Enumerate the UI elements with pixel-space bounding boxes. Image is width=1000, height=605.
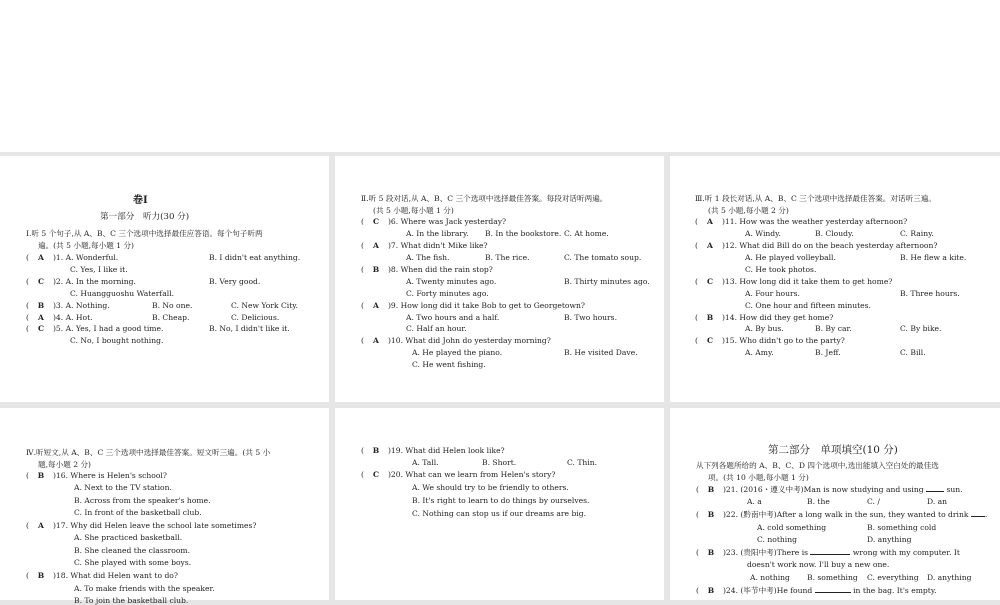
- question-4: ( A )4. A. Hot.: [26, 313, 93, 322]
- option-a: A. By bus.: [745, 324, 784, 333]
- answer-key: A: [38, 521, 44, 530]
- option-b: B. Short.: [482, 458, 517, 467]
- option-b: B. In the bookstore.: [485, 229, 562, 238]
- question-text: )14. How did they get home?: [721, 313, 834, 322]
- part-title: 第二部分 单项填空(10 分): [768, 444, 898, 456]
- option-c: C. Bill.: [900, 348, 926, 357]
- question-21: ( B )21. (2016・遵义中考)Man is now studying and using sun.: [696, 485, 963, 494]
- question-stem: )22. (黔南中考)After a long walk in the sun, they wanted to drink: [722, 510, 969, 519]
- answer-key: B: [706, 313, 714, 322]
- section-instruction-cont: (共 5 小题,每小题 1 分): [373, 206, 454, 215]
- option-a: A. Windy.: [745, 229, 781, 238]
- option-c: C. Yes, I like it.: [70, 265, 128, 274]
- blank-page-area: [0, 0, 1000, 152]
- option-c: C. Half an hour.: [406, 324, 467, 333]
- option-b: B. Three hours.: [900, 289, 960, 298]
- option-b: B. Cloudy.: [815, 229, 854, 238]
- answer-blank: [810, 554, 850, 555]
- option-d: D. anything: [867, 535, 912, 544]
- answer-blank: [926, 491, 944, 492]
- option-a: A. In the library.: [406, 229, 469, 238]
- question-stem: )21. (2016・遵义中考)Man is now studying and using: [722, 485, 924, 494]
- question-1: ( A )1. A. Wonderful.: [26, 253, 119, 262]
- question-24: ( B )24. (毕节中考)He found in the bag. It's empty.: [696, 586, 937, 595]
- section-instruction-cont: (共 5 小题,每小题 2 分): [708, 206, 789, 215]
- option-a: A. He played the piano.: [412, 348, 503, 357]
- option-b: B. No, I didn't like it.: [209, 324, 290, 333]
- option-c: C. everything: [867, 573, 919, 582]
- answer-key: B: [707, 548, 715, 557]
- question-stem-line2: doesn't work now. I'll buy a new one.: [747, 560, 890, 569]
- panel-listening-part4: [0, 408, 329, 605]
- section-instruction: 从下列各题所给的 A、B、C、D 四个选项中,选出能填入空白处的最佳选: [696, 461, 939, 470]
- answer-key: A: [38, 253, 44, 262]
- answer-key: A: [707, 241, 713, 250]
- question-text: )10. What did John do yesterday morning?: [387, 336, 551, 345]
- question-text: )5. A. Yes, I had a good time.: [52, 324, 164, 333]
- option-b: B. Cheap.: [152, 313, 190, 322]
- section-instruction: Ⅳ.听短文,从 A、B、C 三个选项中选择最佳答案。短文听三遍。(共 5 小: [26, 448, 271, 457]
- panel-single-choice: [670, 408, 1000, 600]
- question-22: ( B )22. (黔南中考)After a long walk in the sun, they wanted to drink .: [696, 510, 988, 519]
- answer-key: B: [707, 510, 715, 519]
- question-15: ( C )15. Who didn't go to the party?: [695, 336, 845, 345]
- answer-key: A: [373, 301, 379, 310]
- option-d: D. anything: [927, 573, 972, 582]
- question-text: )3. A. Nothing.: [52, 301, 110, 310]
- option-c: C. Huangguoshu Waterfall.: [70, 289, 175, 298]
- question-13: ( C )13. How long did it take them to get home?: [695, 277, 893, 286]
- question-5: ( C )5. A. Yes, I had a good time.: [26, 324, 164, 333]
- panel-listening-part2: [335, 156, 664, 402]
- question-text: )16. Where is Helen's school?: [52, 471, 167, 480]
- option-c: C. Delicious.: [231, 313, 280, 322]
- option-c: C. Nothing can stop us if our dreams are big.: [412, 509, 587, 518]
- answer-key: A: [38, 313, 44, 322]
- panel-listening-part4-cont: [335, 408, 664, 600]
- option-c: C. /: [867, 497, 880, 506]
- question-7: ( A )7. What didn't Mike like?: [361, 241, 488, 250]
- option-c: C. At home.: [564, 229, 609, 238]
- answer-key: C: [372, 470, 379, 479]
- option-b: B. I didn't eat anything.: [209, 253, 301, 262]
- option-c: C. nothing: [757, 535, 797, 544]
- question-text: )9. How long did it take Bob to get to Georgetown?: [387, 301, 585, 310]
- option-b: B. Two hours.: [564, 313, 617, 322]
- question-text: )7. What didn't Mike like?: [387, 241, 488, 250]
- part-title: 第一部分 听力(30 分): [100, 212, 190, 222]
- option-b: B. By car.: [815, 324, 852, 333]
- answer-key: C: [372, 217, 379, 226]
- question-6: ( C )6. Where was Jack yesterday?: [361, 217, 507, 226]
- option-b: B. something cold: [867, 523, 937, 532]
- option-b: B. It's right to learn to do things by ourselves.: [412, 496, 590, 505]
- option-b: B. Very good.: [209, 277, 261, 286]
- answer-key: B: [37, 471, 45, 480]
- option-a: A. He played volleyball.: [745, 253, 836, 262]
- question-10: ( A )10. What did John do yesterday morning?: [361, 336, 551, 345]
- section-instruction: Ⅰ.听 5 个句子,从 A、B、C 三个选项中选择最佳应答语。每个句子听两: [26, 229, 263, 238]
- question-2: ( C )2. A. In the morning.: [26, 277, 136, 286]
- section-instruction: Ⅱ.听 5 段对话,从 A、B、C 三个选项中选择最佳答案。每段对话听两遍。: [361, 194, 608, 203]
- option-c: C. He took photos.: [745, 265, 817, 274]
- option-b: B. He flew a kite.: [900, 253, 967, 262]
- option-b: B. He visited Dave.: [564, 348, 638, 357]
- question-text: )13. How long did it take them to get home?: [721, 277, 893, 286]
- volume-title: 卷Ⅰ: [133, 195, 148, 206]
- option-c: C. She played with some boys.: [74, 558, 192, 567]
- question-19: ( B )19. What did Helen look like?: [361, 446, 505, 455]
- section-instruction: Ⅲ.听 1 段长对话,从 A、B、C 三个选项中选择最佳答案。对话听三遍。: [695, 194, 936, 203]
- panel-listening-part1: [0, 156, 329, 402]
- option-c: C. The tomato soup.: [564, 253, 642, 262]
- option-c: C. Rainy.: [900, 229, 934, 238]
- answer-key: B: [707, 586, 715, 595]
- option-c: C. In front of the basketball club.: [74, 508, 202, 517]
- question-text: )4. A. Hot.: [52, 313, 93, 322]
- option-c: C. Thin.: [567, 458, 598, 467]
- question-17: ( A )17. Why did Helen leave the school late sometimes?: [26, 521, 257, 530]
- option-a: A. Twenty minutes ago.: [406, 277, 497, 286]
- option-c: C. By bike.: [900, 324, 942, 333]
- option-b: B. To join the basketball club.: [74, 596, 189, 605]
- question-stem-end: wrong with my computer. It: [852, 548, 960, 557]
- answer-key: C: [706, 336, 713, 345]
- question-text: )8. When did the rain stop?: [387, 265, 493, 274]
- answer-key: C: [37, 324, 44, 333]
- option-c: C. Forty minutes ago.: [406, 289, 489, 298]
- question-stem: )23. (贵阳中考)There is: [722, 548, 809, 557]
- question-stem-end: .: [984, 510, 988, 519]
- option-b: B. the: [807, 497, 830, 506]
- question-23: ( B )23. (贵阳中考)There is wrong with my computer. It: [696, 548, 960, 557]
- option-b: B. The rice.: [485, 253, 530, 262]
- answer-blank: [815, 592, 851, 593]
- answer-blank: [971, 516, 985, 517]
- option-b: B. Thirty minutes ago.: [564, 277, 650, 286]
- option-b: B. Across from the speaker's home.: [74, 496, 211, 505]
- option-c: C. He went fishing.: [412, 360, 486, 369]
- answer-key: A: [707, 217, 713, 226]
- question-9: ( A )9. How long did it take Bob to get to Georgetown?: [361, 301, 585, 310]
- option-a: A. Next to the TV station.: [74, 483, 172, 492]
- answer-key: A: [373, 336, 379, 345]
- question-stem: )24. (毕节中考)He found: [722, 586, 813, 595]
- question-14: ( B )14. How did they get home?: [695, 313, 834, 322]
- option-c: C. New York City.: [231, 301, 298, 310]
- question-text: )15. Who didn't go to the party?: [721, 336, 845, 345]
- option-a: A. cold something: [757, 523, 827, 532]
- option-a: A. Tall.: [412, 458, 439, 467]
- question-text: )17. Why did Helen leave the school late sometimes?: [52, 521, 257, 530]
- answer-key: B: [37, 571, 45, 580]
- question-text: )11. How was the weather yesterday afternoon?: [721, 217, 908, 226]
- option-a: A. Two hours and a half.: [406, 313, 500, 322]
- option-b: B. No one.: [152, 301, 193, 310]
- question-3: ( B )3. A. Nothing.: [26, 301, 110, 310]
- option-a: A. Amy.: [745, 348, 774, 357]
- section-instruction-cont: 遍。(共 5 小题,每小题 1 分): [38, 241, 134, 250]
- answer-key: B: [372, 446, 380, 455]
- option-b: B. Jeff.: [815, 348, 841, 357]
- answer-key: B: [37, 301, 45, 310]
- option-b: B. She cleaned the classroom.: [74, 546, 191, 555]
- option-d: D. an: [927, 497, 948, 506]
- question-text: )19. What did Helen look like?: [387, 446, 505, 455]
- question-text: )6. Where was Jack yesterday?: [387, 217, 507, 226]
- question-stem-end: in the bag. It's empty.: [853, 586, 937, 595]
- answer-key: B: [707, 485, 715, 494]
- question-text: )2. A. In the morning.: [52, 277, 136, 286]
- section-instruction-cont: 项。(共 10 小题,每小题 1 分): [708, 473, 809, 482]
- option-a: A. She practiced basketball.: [74, 533, 183, 542]
- answer-key: C: [706, 277, 713, 286]
- question-stem-end: sun.: [946, 485, 963, 494]
- option-a: A. nothing: [750, 573, 790, 582]
- option-a: A. The fish.: [406, 253, 450, 262]
- question-text: )12. What did Bill do on the beach yesterday afternoon?: [721, 241, 938, 250]
- option-a: A. We should try to be friendly to others.: [412, 483, 569, 492]
- section-instruction-cont: 题,每小题 2 分): [38, 460, 92, 469]
- question-18: ( B )18. What did Helen want to do?: [26, 571, 178, 580]
- question-16: ( B )16. Where is Helen's school?: [26, 471, 167, 480]
- answer-key: A: [373, 241, 379, 250]
- question-text: )18. What did Helen want to do?: [52, 571, 178, 580]
- question-text: )20. What can we learn from Helen's story?: [387, 470, 556, 479]
- option-a: A. a: [747, 497, 762, 506]
- option-c: C. One hour and fifteen minutes.: [745, 301, 871, 310]
- answer-key: C: [37, 277, 44, 286]
- panel-listening-part3: [670, 156, 1000, 402]
- question-11: ( A )11. How was the weather yesterday afternoon?: [695, 217, 908, 226]
- option-c: C. No, I bought nothing.: [70, 336, 164, 345]
- answer-key: B: [372, 265, 380, 274]
- option-b: B. something: [807, 573, 858, 582]
- question-20: ( C )20. What can we learn from Helen's story?: [361, 470, 556, 479]
- option-a: A. Four hours.: [745, 289, 800, 298]
- option-a: A. To make friends with the speaker.: [74, 584, 215, 593]
- question-text: )1. A. Wonderful.: [52, 253, 119, 262]
- question-8: ( B )8. When did the rain stop?: [361, 265, 493, 274]
- question-12: ( A )12. What did Bill do on the beach yesterday afternoon?: [695, 241, 938, 250]
